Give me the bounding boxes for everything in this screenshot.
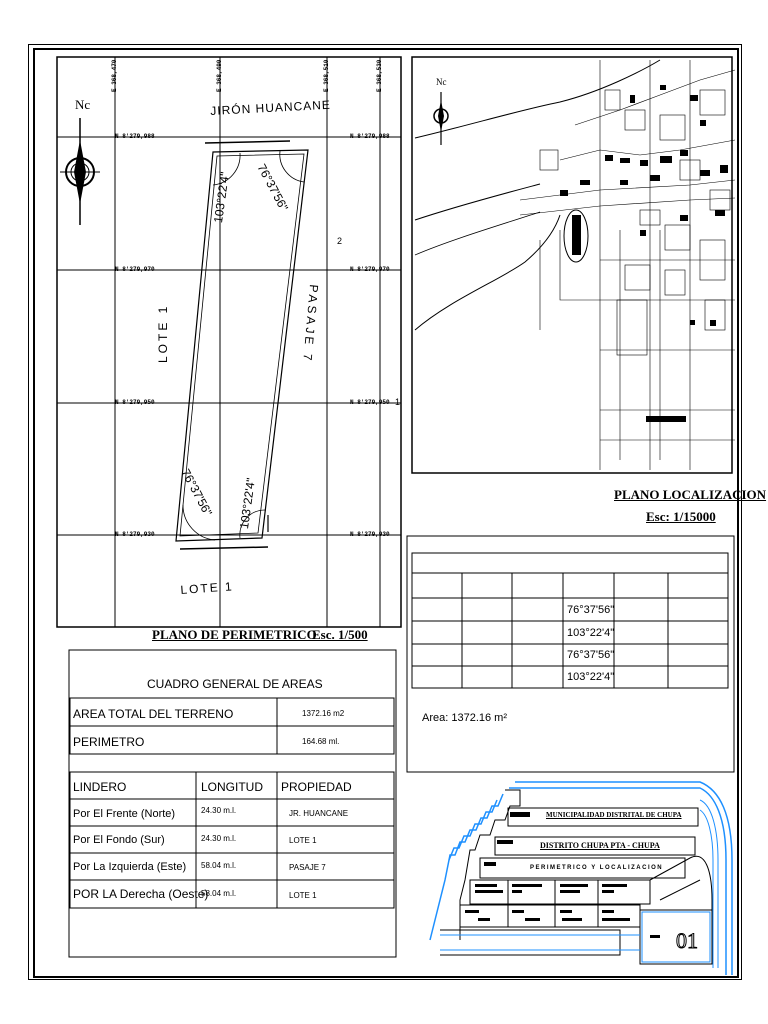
boundary-4-longitud: 58.04 m.l. — [201, 889, 237, 898]
location-plan-title: PLANO LOCALIZACION — [614, 487, 767, 502]
perimeter-plan-scale: Esc. 1/500 — [312, 627, 368, 642]
perimeter-plan-panel — [57, 57, 401, 627]
boundary-4-propiedad: LOTE 1 — [289, 891, 317, 900]
grid-north-label-4: N 8'279,930 — [115, 531, 155, 538]
area-note: Area: 1372.16 m² — [422, 712, 507, 724]
title-block-location: DISTRITO CHUPA PTA - CHUPA — [540, 841, 660, 850]
location-north-label: Nc — [436, 77, 447, 87]
boundary-1-longitud: 24.30 m.l. — [201, 806, 237, 815]
grid-north-label-right-4: N 8'279,930 — [350, 531, 390, 538]
grid-east-label-2: E 368,490 — [216, 59, 223, 92]
marker-2: 2 — [337, 236, 343, 246]
header-lindero: LINDERO — [73, 780, 127, 794]
lot-bottom-label: LOTE 1 — [179, 579, 235, 597]
boundary-2-longitud: 24.30 m.l. — [201, 834, 237, 843]
grid-east-label-1: E 368,470 — [111, 59, 118, 92]
boundary-1-propiedad: JR. HUANCANE — [289, 809, 349, 818]
angle-cell-1: 76°37'56" — [567, 604, 615, 616]
lot-location-marker — [564, 210, 588, 262]
angle-cell-2: 103°22'4" — [567, 627, 615, 639]
angle-top-right: 76°37'56" — [254, 161, 292, 214]
title-block-entity: MUNICIPALIDAD DISTRITAL DE CHUPA — [546, 811, 682, 819]
angle-cell-4: 103°22'4" — [567, 671, 615, 683]
boundary-2-propiedad: LOTE 1 — [289, 836, 317, 845]
boundary-3-longitud: 58.04 m.l. — [201, 861, 237, 870]
location-north-arrow-icon — [434, 92, 448, 145]
grid-north-label-3: N 8'279,950 — [115, 399, 155, 406]
north-label: Nc — [75, 97, 91, 112]
area-total-label: AREA TOTAL DEL TERRENO — [73, 707, 234, 721]
perimeter-label: PERIMETRO — [73, 735, 145, 749]
perimeter-value: 164.68 ml. — [302, 737, 340, 746]
boundary-2-lindero: Por El Fondo (Sur) — [73, 834, 165, 846]
marker-1: 1 — [395, 397, 401, 407]
area-total-value: 1372.16 m2 — [302, 709, 345, 718]
header-propiedad: PROPIEDAD — [281, 780, 352, 794]
street-top-label: JIRÓN HUANCANE — [209, 97, 332, 118]
boundary-3-lindero: Por La Izquierda (Este) — [73, 861, 187, 873]
north-arrow-icon — [60, 118, 100, 225]
sheet-number: 01 — [676, 928, 698, 953]
angle-top-left: 103°22'4" — [211, 170, 233, 224]
boundary-4-lindero: POR LA Derecha (Oeste) — [73, 887, 209, 901]
grid-north-label-2: N 8'279,970 — [115, 266, 155, 273]
angle-bottom-left: 76°37'56" — [178, 466, 216, 519]
lot-left-label: LOTE 1 — [156, 303, 170, 363]
areas-table-frame — [69, 650, 396, 957]
angle-cell-3: 76°37'56" — [567, 649, 615, 661]
lot-right-label: PASAJE 7 — [300, 283, 321, 364]
boundary-1-lindero: Por El Frente (Norte) — [73, 808, 176, 820]
areas-table-title: CUADRO GENERAL DE AREAS — [147, 677, 323, 691]
grid-north-label-right-2: N 8'279,970 — [350, 266, 390, 273]
grid-north-label-1: N 8'279,988 — [115, 133, 155, 140]
grid-north-label-right-3: N 8'279,950 — [350, 399, 390, 406]
header-longitud: LONGITUD — [201, 780, 264, 794]
location-plan-scale: Esc: 1/15000 — [646, 509, 716, 524]
boundary-3-propiedad: PASAJE 7 — [289, 863, 326, 872]
grid-east-label-4: E 368,530 — [376, 59, 383, 92]
perimeter-plan-title: PLANO DE PERIMETRICO — [152, 627, 317, 642]
title-block-plan-name: PERIMETRICO Y LOCALIZACION — [530, 865, 664, 871]
grid-east-label-3: E 368,510 — [323, 59, 330, 92]
grid-north-label-right-1: N 8'279,988 — [350, 133, 390, 140]
location-plan-panel — [412, 57, 735, 473]
angle-bottom-right: 103°22'4" — [237, 476, 259, 530]
